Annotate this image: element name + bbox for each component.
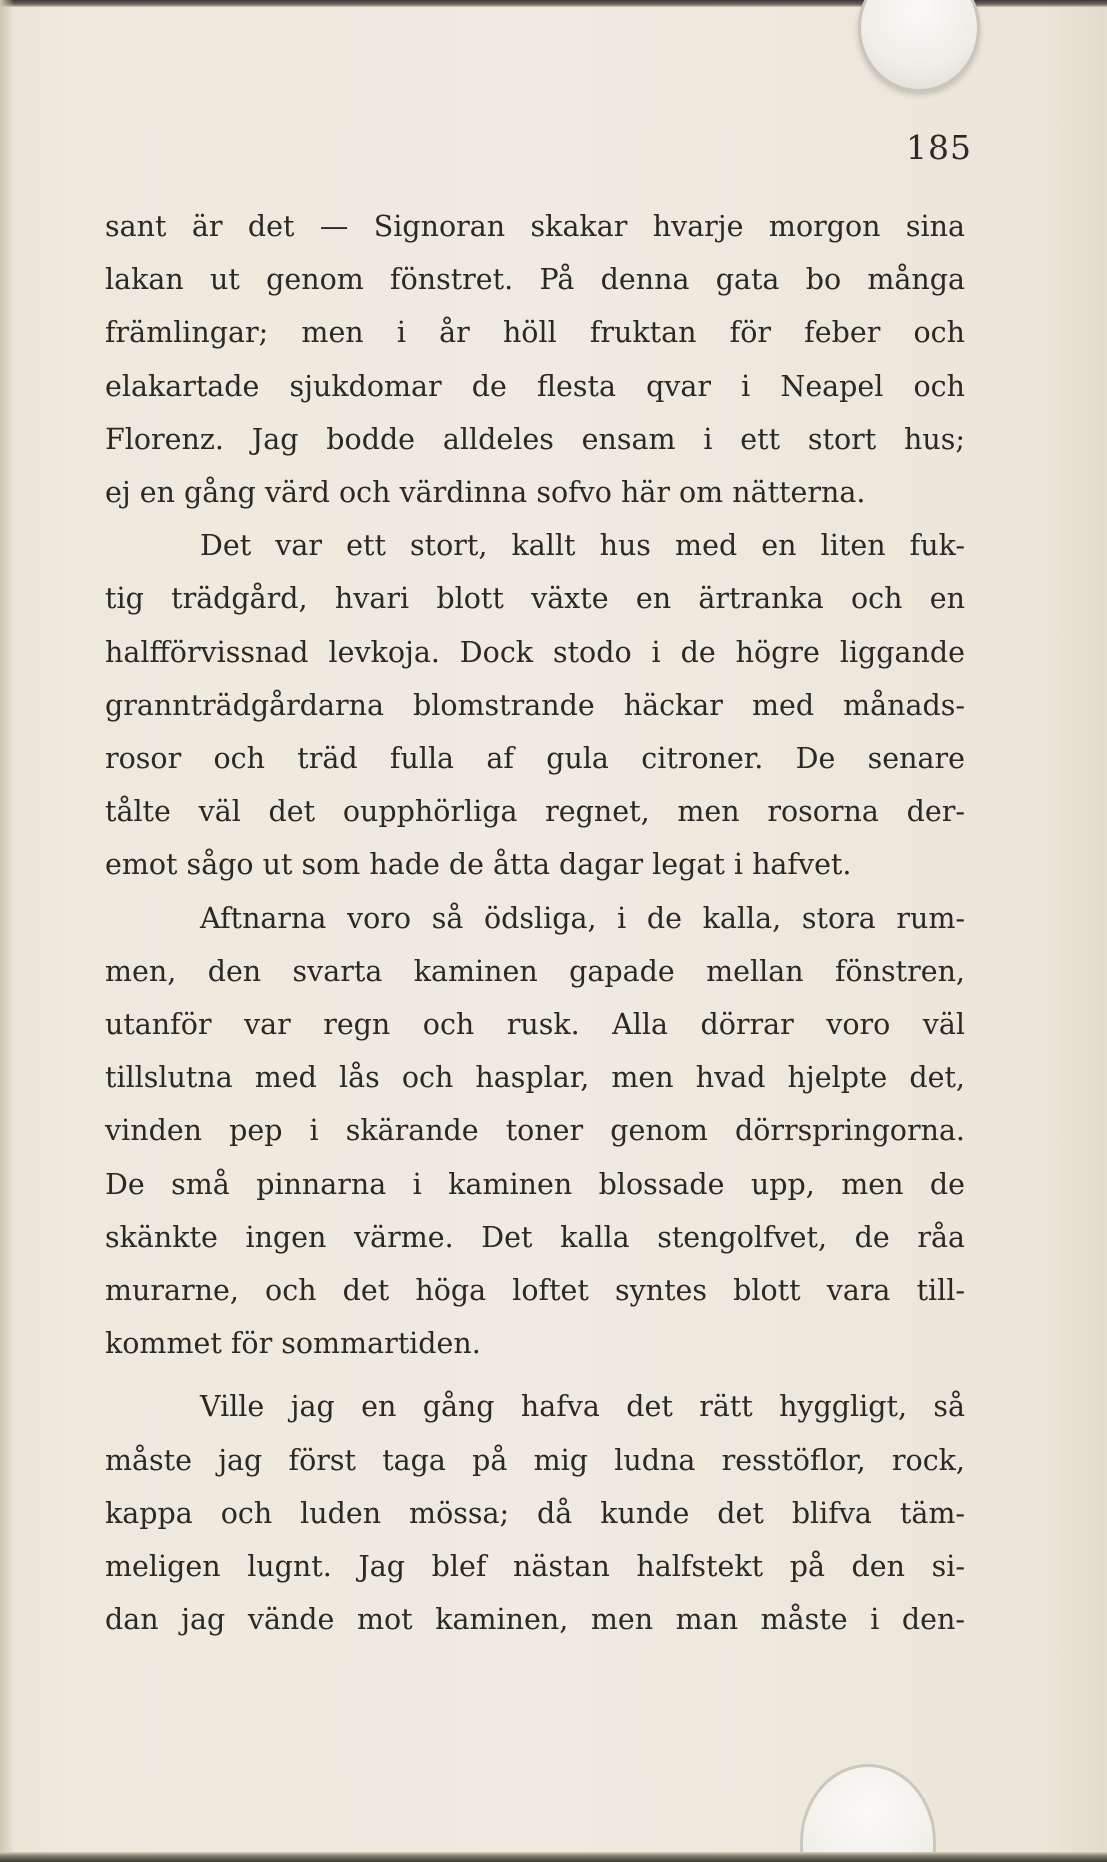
text-line: elakartade sjukdomar de flesta qvar i Neapel och	[105, 369, 965, 403]
text-line: men, den svarta kaminen gapade mellan fönstren,	[105, 954, 965, 988]
text-line: De små pinnarna i kaminen blossade upp, men de	[105, 1167, 965, 1201]
text-line: tålte väl det oupphörliga regnet, men rosorna der-	[105, 795, 965, 829]
page-number: 185	[906, 128, 972, 167]
scanner-clip-bottom	[800, 1764, 936, 1862]
text-line: lakan ut genom fönstret. På denna gata bo många	[105, 263, 965, 297]
text-line: vinden pep i skärande toner genom dörrspringorna.	[105, 1114, 965, 1148]
text-line: sant är det — Signoran skakar hvarje morgon sina	[105, 210, 965, 243]
text-line: utanför var regn och rusk. Alla dörrar voro väl	[105, 1008, 965, 1041]
scanner-clip-top	[858, 0, 980, 92]
page-bottom-edge	[0, 1852, 1107, 1862]
text-line: måste jag först taga på mig ludna resstöflor, rock,	[105, 1443, 965, 1477]
text-line: tillslutna med lås och hasplar, men hvad hjelpte det,	[105, 1061, 965, 1095]
text-line: skänkte ingen värme. Det kalla stengolfvet, de råa	[105, 1220, 965, 1254]
text-line: tig trädgård, hvari blott växte en ärtranka och en	[105, 582, 965, 616]
text-line: Det var ett stort, kallt hus med en liten fuk-	[200, 529, 965, 563]
text-line: Florenz. Jag bodde alldeles ensam i ett stort hus;	[105, 422, 965, 456]
text-line: meligen lugnt. Jag blef nästan halfstekt på den si-	[105, 1550, 965, 1583]
text-line: kappa och luden mössa; då kunde det blifva täm-	[105, 1496, 965, 1530]
text-line: grannträdgårdarna blomstrande häckar med månads-	[105, 688, 965, 722]
text-line: Ville jag en gång hafva det rätt hyggligt, så	[200, 1390, 965, 1424]
text-line: Aftnarna voro så ödsliga, i de kalla, stora rum-	[200, 901, 965, 935]
text-line: emot sågo ut som hade de åtta dagar legat i hafvet.	[105, 848, 852, 882]
text-line: ej en gång värd och värdinna sofvo här om nätterna.	[105, 476, 866, 509]
page-gutter-shadow	[0, 0, 14, 1862]
text-line: halfförvissnad levkoja. Dock stodo i de högre liggande	[105, 635, 965, 669]
text-line: rosor och träd fulla af gula citroner. De senare	[105, 742, 965, 775]
text-line: dan jag vände mot kaminen, men man måste i den-	[105, 1603, 965, 1637]
text-line: främlingar; men i år höll fruktan för feber och	[105, 316, 965, 350]
text-line: murarne, och det höga loftet syntes blott vara till-	[105, 1274, 965, 1307]
text-line: kommet för sommartiden.	[105, 1327, 481, 1361]
